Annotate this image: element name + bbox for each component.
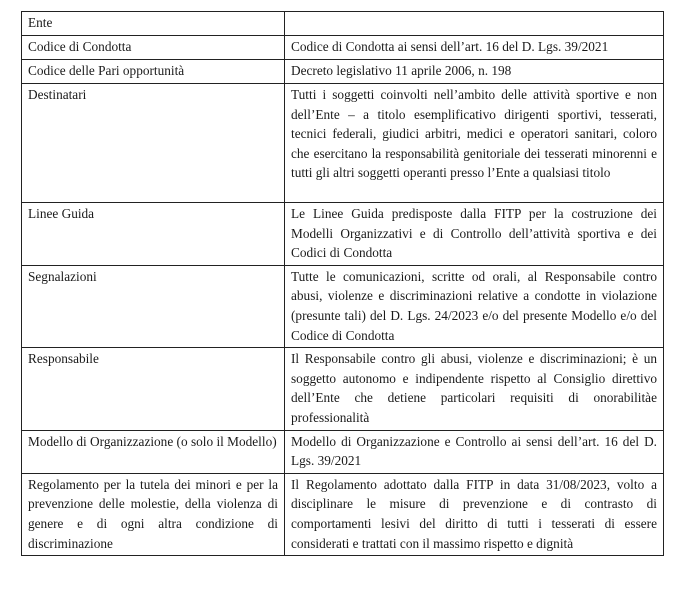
table-row bbox=[22, 60, 664, 84]
definition-cell: Codice di Condotta ai sensi dell’art. 16 del D. Lgs. 39/2021 bbox=[285, 36, 664, 60]
table-row bbox=[22, 430, 664, 473]
term-cell: Responsabile bbox=[22, 348, 285, 430]
term-cell: Codice di Condotta bbox=[22, 36, 285, 60]
table-row bbox=[22, 12, 664, 36]
table-row bbox=[22, 473, 664, 555]
term-cell: Ente bbox=[22, 12, 285, 36]
definition-cell: Le Linee Guida predisposte dalla FITP per la costruzione dei Modelli Organizzativi e di Controllo dell’attività sportiva e dei Codici di Condotta bbox=[285, 203, 664, 266]
table-row bbox=[22, 203, 664, 266]
term-cell: Codice delle Pari opportunità bbox=[22, 60, 285, 84]
definition-cell: Tutti i soggetti coinvolti nell’ambito delle attività sportive e non dell’Ente – a titolo esemplificativo dirigenti sportivi, tesserati, tecnici federali, giudici arbitri, medici e operatori sanitari, coloro che esercitano la responsabilità genitoriale dei tesserati minorenni e tutti gli altri soggetti operanti presso l’Ente a qualsiasi titolo bbox=[285, 84, 664, 203]
definition-cell: Tutte le comunicazioni, scritte od orali, al Responsabile contro abusi, violenze e discriminazioni relative a condotte in violazione (presunte tali) del D. Lgs. 24/2023 e/o del presente Modello e/o del Codice di Condotta bbox=[285, 265, 664, 347]
definitions-table bbox=[21, 11, 664, 556]
table-row bbox=[22, 348, 664, 430]
definition-cell: Il Responsabile contro gli abusi, violenze e discriminazioni; è un soggetto autonomo e indipendente rispetto al Consiglio direttivo dell’Ente che detiene particolari requisiti di onorabilitàe professionalità bbox=[285, 348, 664, 430]
definition-cell: Decreto legislativo 11 aprile 2006, n. 198 bbox=[285, 60, 664, 84]
table-row bbox=[22, 36, 664, 60]
table-row bbox=[22, 84, 664, 203]
term-cell: Destinatari bbox=[22, 84, 285, 203]
definition-cell bbox=[285, 12, 664, 36]
term-cell: Regolamento per la tutela dei minori e per la prevenzione delle molestie, della violenza di genere e di ogni altra condizione di discriminazione bbox=[22, 473, 285, 555]
term-cell: Linee Guida bbox=[22, 203, 285, 266]
definition-cell: Il Regolamento adottato dalla FITP in data 31/08/2023, volto a disciplinare le misure di prevenzione e di contrasto di comportamenti lesivi del diritto di tutti i tesserati di essere considerati e trattati con il massimo rispetto e dignità bbox=[285, 473, 664, 555]
table-row bbox=[22, 265, 664, 347]
definition-cell: Modello di Organizzazione e Controllo ai sensi dell’art. 16 del D. Lgs. 39/2021 bbox=[285, 430, 664, 473]
term-cell: Modello di Organizzazione (o solo il Modello) bbox=[22, 430, 285, 473]
term-cell: Segnalazioni bbox=[22, 265, 285, 347]
